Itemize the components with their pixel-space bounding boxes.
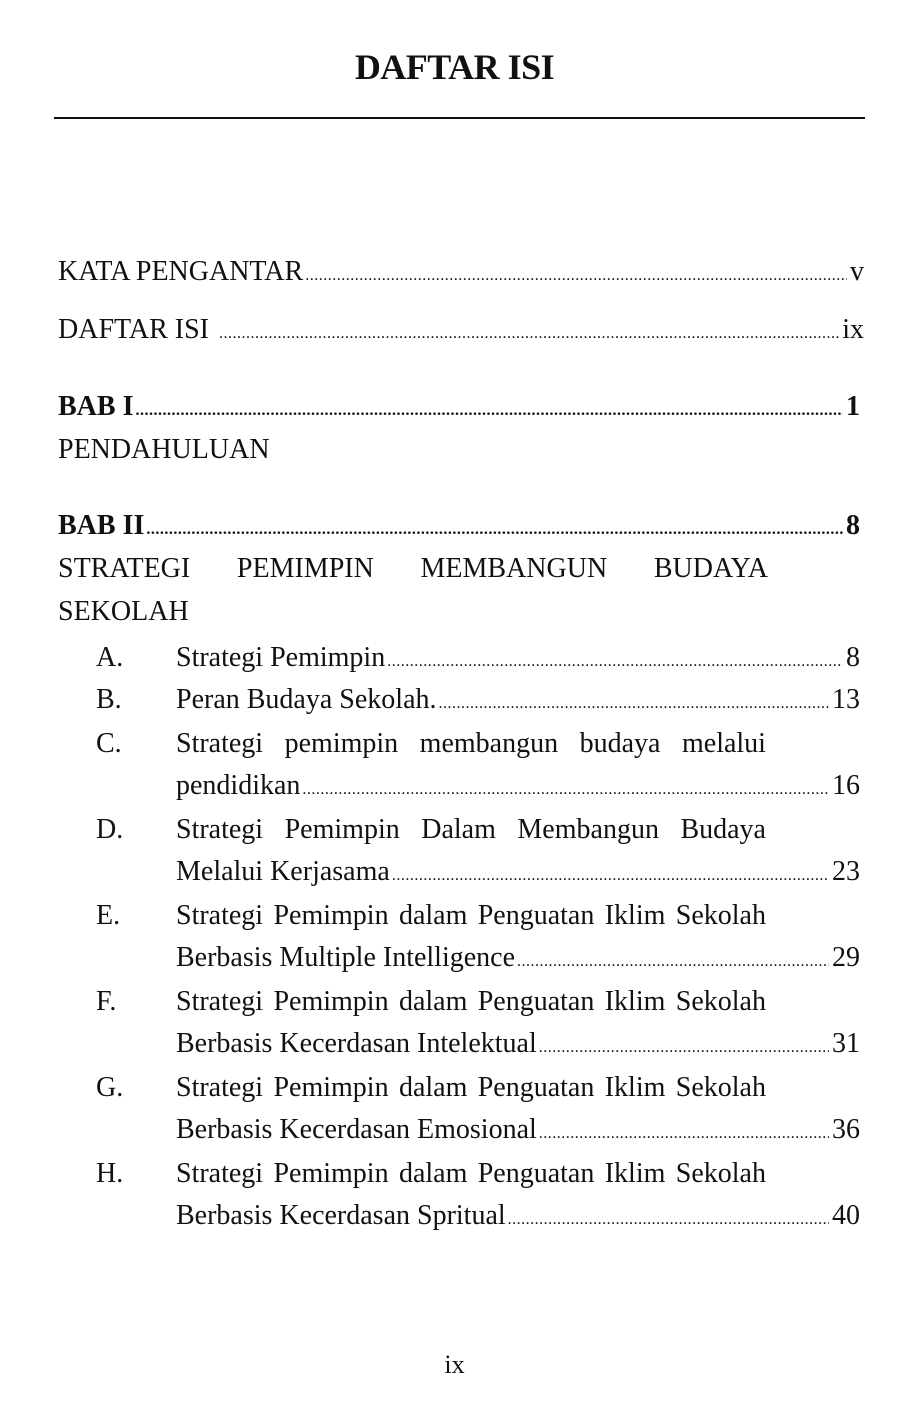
section-page: 31 <box>832 1028 860 1059</box>
toc-leader-dots <box>146 512 843 548</box>
section-title-word: Penguatan <box>477 900 595 931</box>
toc-leader-dots <box>305 258 847 294</box>
section-letter: F. <box>96 986 117 1017</box>
section-letter: G. <box>96 1072 124 1103</box>
section-title-word: Iklim <box>604 986 666 1017</box>
toc-leader-dots <box>517 944 829 980</box>
section-title-word: Iklim <box>604 1158 666 1189</box>
toc-section-b[interactable] <box>176 682 860 722</box>
toc-leader-dots <box>387 644 843 680</box>
section-title: pendidikan <box>176 770 301 801</box>
section-letter: C. <box>96 728 122 759</box>
section-title-word: Iklim <box>604 900 666 931</box>
toc-entry-page: ix <box>842 314 864 345</box>
toc-section-h[interactable] <box>176 1198 860 1238</box>
page-title: DAFTAR ISI <box>354 47 555 87</box>
toc-entry-label: KATA PENGANTAR <box>58 256 304 287</box>
section-title-word: Sekolah <box>675 900 766 931</box>
toc-entry-page: v <box>850 256 864 287</box>
section-title-line <box>176 1156 766 1192</box>
section-title-word: Pemimpin <box>273 900 389 931</box>
toc-leader-dots <box>508 1202 829 1238</box>
toc-leader-dots <box>302 772 829 808</box>
chapter-title-word: PEMIMPIN <box>236 553 374 584</box>
title-divider <box>54 117 865 119</box>
section-title: Berbasis Kecerdasan Spritual <box>176 1200 506 1231</box>
section-title-line <box>176 1070 766 1106</box>
section-title-word: Pemimpin <box>273 1072 389 1103</box>
section-letter: A. <box>96 642 124 673</box>
chapter-label: BAB I <box>58 391 134 422</box>
toc-entry-kata-pengantar[interactable] <box>58 254 864 294</box>
section-title-word: Strategi <box>176 900 264 931</box>
section-title-word: Strategi <box>176 986 264 1017</box>
section-title: Berbasis Kecerdasan Intelektual <box>176 1028 537 1059</box>
section-title-word: Dalam <box>421 814 496 845</box>
chapter-title-word: MEMBANGUN <box>420 553 608 584</box>
section-title-line <box>176 898 766 934</box>
section-title: Melalui Kerjasama <box>176 856 390 887</box>
section-page: 8 <box>846 642 860 673</box>
section-title-word: dalam <box>398 986 468 1017</box>
chapter-label: BAB II <box>58 510 145 541</box>
toc-section-c[interactable] <box>176 768 860 808</box>
toc-leader-dots <box>219 316 839 352</box>
toc-leader-dots <box>539 1116 829 1152</box>
section-page: 40 <box>832 1200 860 1231</box>
section-title-word: Penguatan <box>477 1158 595 1189</box>
toc-leader-dots <box>539 1030 829 1066</box>
section-title-word: Pemimpin <box>273 1158 389 1189</box>
section-title-word: Penguatan <box>477 1072 595 1103</box>
section-title-word: dalam <box>398 1158 468 1189</box>
section-title-word: Membangun <box>517 814 659 845</box>
toc-entry-label: DAFTAR ISI <box>58 314 209 345</box>
toc-section-g[interactable] <box>176 1112 860 1152</box>
section-title: Berbasis Kecerdasan Emosional <box>176 1114 537 1145</box>
page-number: ix <box>444 1350 465 1379</box>
section-title-word: Strategi <box>176 1072 264 1103</box>
section-title-word: Strategi <box>176 728 264 759</box>
section-title: Berbasis Multiple Intelligence <box>176 942 516 973</box>
section-title-word: budaya <box>579 728 661 759</box>
section-page: 36 <box>832 1114 860 1145</box>
section-title-line <box>176 726 766 762</box>
section-title-word: membangun <box>419 728 559 759</box>
chapter-page: 1 <box>846 391 860 422</box>
section-title-line <box>176 812 766 848</box>
section-title-word: Strategi <box>176 814 264 845</box>
section-title-word: Iklim <box>604 1072 666 1103</box>
toc-section-d[interactable] <box>176 854 860 894</box>
section-title: Peran Budaya Sekolah. <box>176 684 437 715</box>
toc-leader-dots <box>392 858 829 894</box>
section-letter: D. <box>96 814 124 845</box>
section-page: 29 <box>832 942 860 973</box>
toc-leader-dots <box>439 686 830 722</box>
section-title-word: Penguatan <box>477 986 595 1017</box>
chapter-title-word: BUDAYA <box>653 553 768 584</box>
section-letter: H. <box>96 1158 124 1189</box>
section-title-line <box>176 984 766 1020</box>
section-title-word: Strategi <box>176 1158 264 1189</box>
section-page: 13 <box>832 684 860 715</box>
section-page: 16 <box>832 770 860 801</box>
section-title-word: Pemimpin <box>273 986 389 1017</box>
chapter-title-line <box>58 551 768 587</box>
toc-chapter-bab-ii[interactable] <box>58 508 860 548</box>
section-title-word: melalui <box>681 728 766 759</box>
chapter-page: 8 <box>846 510 860 541</box>
chapter-title: PENDAHULUAN <box>58 434 270 465</box>
section-page: 23 <box>832 856 860 887</box>
section-title-word: dalam <box>398 1072 468 1103</box>
section-letter: E. <box>96 900 121 931</box>
section-title: Strategi Pemimpin <box>176 642 386 673</box>
section-title-word: Pemimpin <box>284 814 400 845</box>
toc-section-f[interactable] <box>176 1026 860 1066</box>
section-title-word: Sekolah <box>675 986 766 1017</box>
section-title-word: dalam <box>398 900 468 931</box>
section-title-word: Sekolah <box>675 1072 766 1103</box>
section-title-word: pemimpin <box>284 728 399 759</box>
toc-chapter-bab-i[interactable] <box>58 389 860 429</box>
toc-entry-daftar-isi[interactable] <box>58 312 864 352</box>
chapter-title-line: SEKOLAH <box>58 596 189 627</box>
toc-section-a[interactable] <box>176 640 860 680</box>
section-title-word: Sekolah <box>675 1158 766 1189</box>
chapter-title-word: STRATEGI <box>58 553 191 584</box>
toc-leader-dots <box>135 393 843 429</box>
section-title-word: Budaya <box>680 814 766 845</box>
section-letter: B. <box>96 684 122 715</box>
toc-section-e[interactable] <box>176 940 860 980</box>
